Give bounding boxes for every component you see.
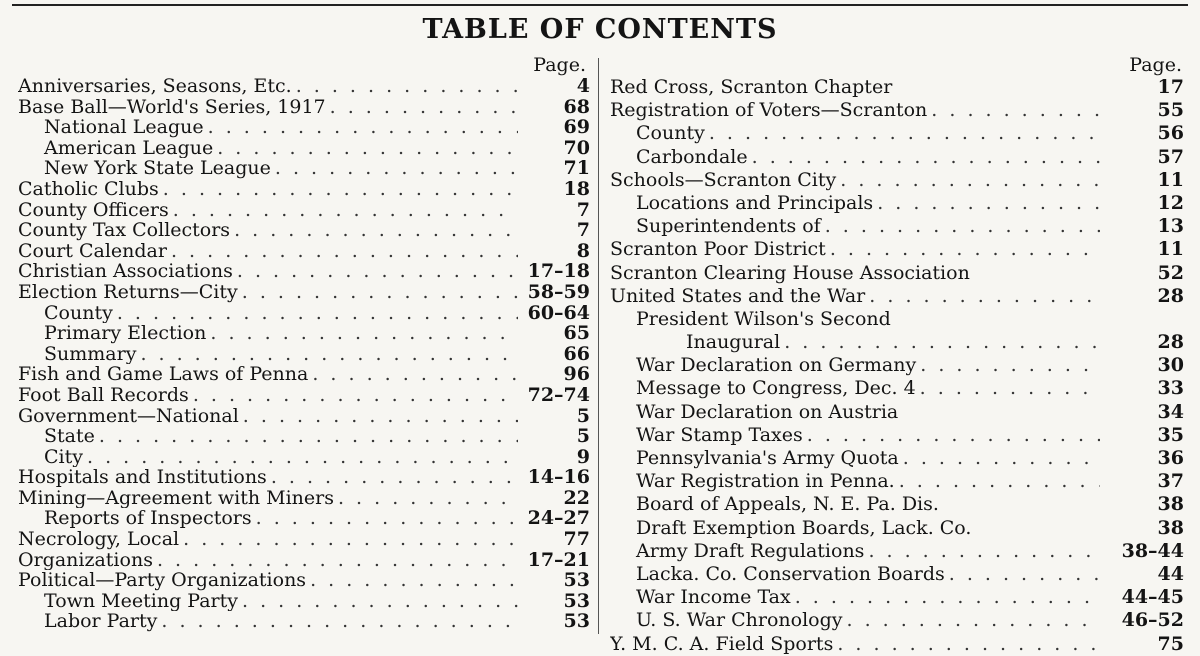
toc-entry-label: New York State League [44,158,271,179]
toc-entry-label: Pennsylvania's Army Quota [636,447,899,469]
toc-entry [610,447,1184,470]
toc-entry-page: 7 [576,220,590,241]
toc-entry [18,488,590,509]
page-column-header: Page. [1129,54,1182,76]
toc-entry [18,344,590,365]
toc-entry-label: Registration of Voters—Scranton [610,99,928,122]
dot-leader [204,117,518,138]
toc-entry-page: 72–74 [527,384,590,406]
toc-entry-page: 24–27 [527,508,590,530]
dot-leader [238,282,518,303]
toc-entry-label: Summary [44,343,137,365]
toc-entry [18,261,590,282]
toc-entry [610,215,1184,238]
toc-entry-label: Board of Appeals, N. E. Pa. Dis. [636,493,939,516]
toc-entry-label: National League [44,117,204,138]
toc-entry-label: Carbondale [636,145,748,168]
toc-entry-label: Election Returns—City [18,281,238,303]
top-rule [12,4,1188,6]
toc-entry-label: Message to Congress, Dec. 4 [636,377,916,400]
dot-leader [113,303,518,324]
toc-entry [610,517,1184,540]
toc-entry-page: 60–64 [527,302,590,324]
dot-leader [238,591,518,612]
toc-entry-label: War Registration in Penna. [636,470,895,493]
page-title: TABLE OF CONTENTS [422,14,778,45]
dot-leader [292,76,518,97]
toc-entry [610,285,1184,308]
toc-entry [610,169,1184,192]
dot-leader [136,344,518,365]
dot-leader [189,385,518,406]
toc-entry-page: 75 [1157,632,1184,655]
dot-leader [945,563,1100,586]
toc-entry-label: County [636,122,705,145]
dot-leader [153,550,518,571]
dot-leader [334,488,518,509]
toc-entry [18,550,590,571]
toc-entry [18,508,590,529]
dot-leader [842,609,1100,632]
toc-entry [610,609,1184,632]
toc-entry-page: 66 [563,343,590,365]
toc-entry [18,364,590,385]
toc-entry-label: Lacka. Co. Conservation Boards [636,562,945,585]
toc-entry-page: 33 [1157,377,1184,400]
toc-entry-label: Anniversaries, Seasons, Etc. [18,76,292,97]
toc-entry-page: 53 [563,611,590,633]
toc-entry-label: Primary Election [44,323,207,344]
toc-entry-page: 38–44 [1121,539,1184,562]
toc-entry-page: 36 [1157,447,1184,469]
toc-entry-page: 4 [576,76,590,97]
dot-leader [873,192,1100,215]
toc-entry [610,377,1184,400]
dot-leader [83,447,518,468]
toc-entry-page: 28 [1157,284,1184,307]
toc-entry-page: 71 [563,158,590,179]
toc-entry [18,426,590,447]
toc-entry-page: 53 [563,570,590,591]
toc-entry-label: Christian Associations [18,261,233,282]
toc-entry-label: Y. M. C. A. Field Sports [610,632,834,655]
toc-entry [610,424,1184,447]
toc-entry [18,611,590,632]
toc-entry-label: County [44,302,113,324]
toc-entry-page: 44–45 [1121,586,1184,609]
dot-leader [833,633,1100,656]
entry-list-left [18,76,590,632]
dot-leader [895,470,1100,493]
toc-entry-label: Scranton Clearing House Association [610,261,970,284]
toc-entry-label: Base Ball—World's Series, 1917 [18,96,326,118]
toc-entry [18,117,590,138]
toc-entry-label: President Wilson's Second [636,307,891,330]
contents-column-left [18,54,590,632]
dot-leader [157,611,518,632]
dot-leader [233,261,518,282]
toc-entry-label: Political—Party Organizations [18,570,307,591]
toc-entry-page: 53 [563,590,590,612]
toc-entry-label: Fish and Game Laws of Penna [18,364,309,385]
dot-leader [865,285,1100,308]
toc-entry-label: Necrology, Local [18,529,180,550]
dot-leader [927,99,1100,122]
toc-entry-label: U. S. War Chronology [636,609,843,632]
toc-entry-page: 38 [1157,493,1184,516]
toc-entry-page: 65 [563,323,590,344]
toc-entry-page: 22 [563,487,590,509]
dot-leader [306,570,518,591]
toc-entry [18,220,590,241]
toc-entry-label: Red Cross, Scranton Chapter [610,76,893,98]
dot-leader [916,377,1100,400]
toc-entry-page: 30 [1157,354,1184,377]
toc-entry-page: 12 [1157,191,1184,214]
toc-entry [18,570,590,591]
toc-entry-label: Hospitals and Institutions [18,467,267,488]
toc-entry [610,122,1184,145]
toc-entry [18,591,590,612]
toc-entry-page: 55 [1157,99,1184,122]
toc-entry [610,354,1184,377]
toc-entry-label: Labor Party [44,611,158,633]
toc-entry [610,99,1184,122]
toc-entry [18,529,590,550]
entry-list-right [610,76,1184,656]
toc-entry [610,563,1184,586]
toc-entry [610,76,1184,99]
dot-leader [826,238,1100,261]
toc-entry-label: State [44,426,95,447]
toc-entry [18,282,590,303]
toc-entry-page: 34 [1157,400,1184,423]
toc-entry-page: 5 [576,426,590,447]
dot-leader [95,426,518,447]
toc-entry-page: 56 [1157,122,1184,145]
toc-entry-label: United States and the War [610,284,866,307]
dot-leader [239,406,518,427]
toc-entry-page: 11 [1157,238,1184,261]
toc-entry-page: 7 [576,199,590,221]
toc-entry-label: Schools—Scranton City [610,168,837,191]
toc-entry-label: Government—National [18,405,239,427]
column-divider [598,58,599,634]
toc-entry [18,138,590,159]
dot-leader [803,424,1100,447]
toc-entry-page: 5 [576,405,590,427]
toc-entry-label: American League [44,137,214,159]
dot-leader [821,215,1100,238]
toc-entry-page: 69 [563,117,590,138]
toc-entry [18,406,590,427]
toc-entry [18,76,590,97]
toc-entry-label: Court Calendar [18,240,167,262]
toc-entry-page: 46–52 [1121,609,1184,632]
toc-entry-page: 52 [1157,261,1184,284]
toc-entry-label: Town Meeting Party [44,590,238,612]
toc-entry [610,146,1184,169]
toc-entry-page: 58–59 [527,281,590,303]
toc-entry [18,303,590,324]
toc-entry-page: 17 [1157,76,1184,98]
dot-leader [836,169,1100,192]
dot-leader [791,586,1100,609]
toc-entry-label: Organizations [18,549,153,571]
toc-entry [610,192,1184,215]
contents-column-right [610,54,1184,656]
toc-entry [610,308,1184,331]
toc-entry [610,493,1184,516]
toc-entry [18,385,590,406]
toc-entry-page: 8 [576,240,590,262]
toc-entry-label: Draft Exemption Boards, Lack. Co. [636,516,972,539]
toc-entry [610,540,1184,563]
toc-entry [18,241,590,262]
dot-leader [169,200,518,221]
toc-entry [610,470,1184,493]
dot-leader [780,331,1100,354]
page-column-header: Page. [533,54,586,76]
dot-leader [230,220,518,241]
toc-entry-label: War Stamp Taxes [636,423,803,446]
dot-leader [271,158,518,179]
toc-entry-page: 17–18 [527,261,590,282]
toc-entry-page: 44 [1157,562,1184,585]
dot-leader [179,529,518,550]
toc-entry-label: War Declaration on Germany [636,354,917,377]
toc-entry-label: County Officers [18,199,169,221]
toc-entry-page: 9 [576,446,590,468]
toc-entry [610,331,1184,354]
toc-entry-label: War Income Tax [636,586,791,609]
toc-entry [18,179,590,200]
toc-entry-page: 11 [1157,168,1184,191]
toc-entry-page: 38 [1157,516,1184,539]
toc-entry [610,633,1184,656]
toc-entry-page: 14–16 [527,467,590,488]
toc-entry-page: 18 [563,178,590,200]
toc-entry [18,323,590,344]
toc-entry [610,586,1184,609]
dot-leader [705,122,1100,145]
toc-entry-label: Inaugural [686,331,781,354]
toc-entry-page: 28 [1157,331,1184,354]
toc-entry-label: County Tax Collectors [18,220,231,241]
toc-entry-label: City [44,446,83,468]
toc-entry [18,97,590,118]
toc-entry-page: 37 [1157,470,1184,493]
toc-entry-page: 68 [563,96,590,118]
toc-entry-label: Locations and Principals [636,191,874,214]
dot-leader [308,364,518,385]
dot-leader [252,508,518,529]
toc-entry-page: 77 [563,529,590,550]
dot-leader [159,179,518,200]
toc-entry-label: Catholic Clubs [18,178,159,200]
toc-entry-label: Scranton Poor District [610,238,826,261]
toc-entry-page: 35 [1157,423,1184,446]
dot-leader [167,241,518,262]
dot-leader [899,447,1100,470]
toc-entry [18,447,590,468]
toc-entry-label: Army Draft Regulations [636,539,865,562]
toc-entry [18,467,590,488]
toc-entry-label: Reports of Inspectors [44,508,252,530]
dot-leader [326,97,518,118]
toc-entry-page: 57 [1157,145,1184,168]
toc-entry [18,200,590,221]
toc-entry-label: War Declaration on Austria [636,400,899,423]
dot-leader [916,354,1100,377]
toc-entry-page: 96 [563,364,590,385]
toc-entry [610,262,1184,285]
dot-leader [864,540,1100,563]
toc-entry-label: Foot Ball Records [18,384,189,406]
toc-entry-page: 13 [1157,215,1184,238]
toc-entry [610,401,1184,424]
toc-entry-label: Mining—Agreement with Miners [18,487,334,509]
toc-entry-label: Superintendents of [636,215,821,238]
toc-entry-page: 17–21 [527,549,590,571]
dot-leader [267,467,518,488]
dot-leader [213,138,518,159]
toc-entry [610,238,1184,261]
toc-entry [18,158,590,179]
dot-leader [206,323,518,344]
toc-entry-page: 70 [563,137,590,159]
dot-leader [748,146,1100,169]
